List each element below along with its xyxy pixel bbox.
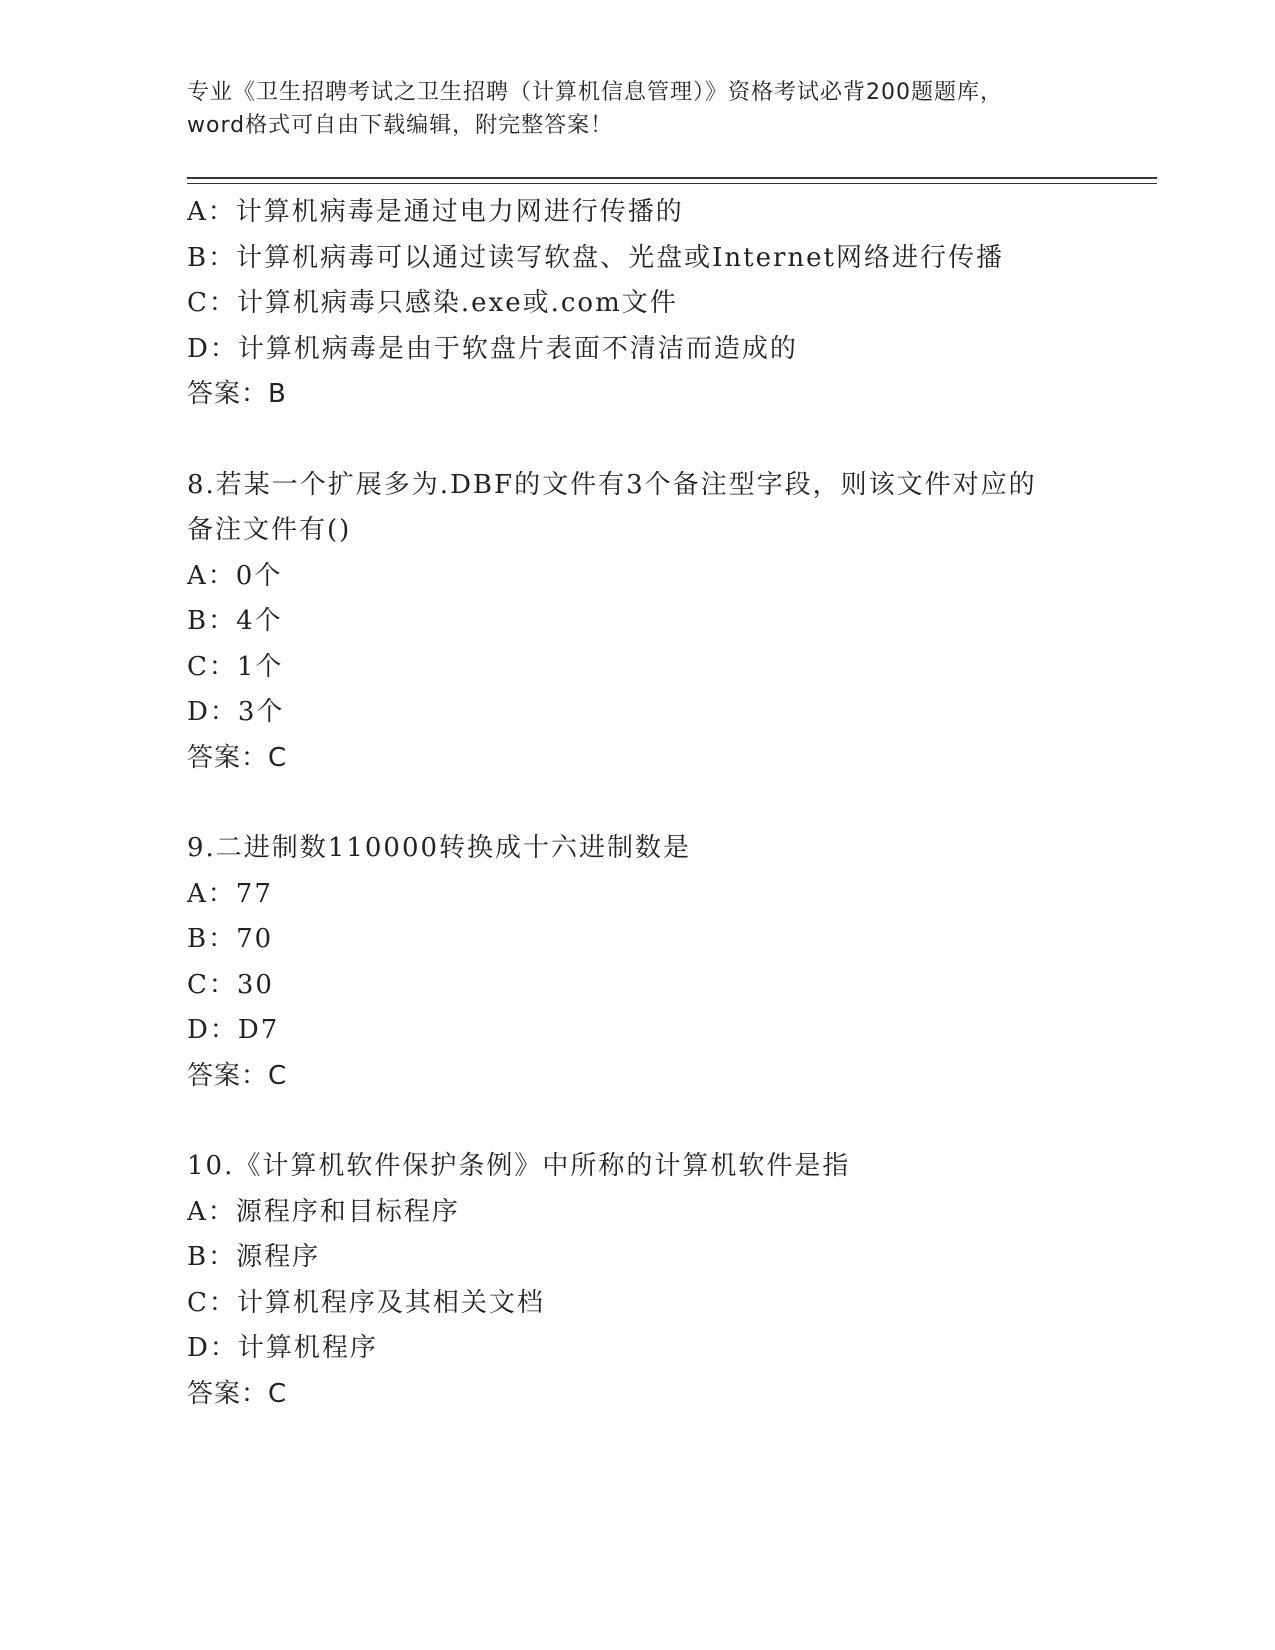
option-a: A：源程序和目标程序 [187, 1196, 460, 1227]
option-d: D：3个 [187, 697, 285, 727]
option-c: C：计算机程序及其相关文档 [187, 1287, 545, 1318]
question-8 [187, 463, 1137, 782]
option-c: C：1个 [187, 651, 284, 682]
option-a: A：计算机病毒是通过电力网进行传播的 [187, 197, 684, 227]
option-c: C：30 [187, 969, 274, 1000]
document-header [187, 76, 1087, 142]
option-d: D：计算机病毒是由于软盘片表面不清洁而造成的 [187, 333, 798, 364]
header-divider-thin [187, 183, 1157, 184]
question-9 [187, 826, 1137, 1099]
question-stem-continued: 备注文件有() [187, 515, 352, 545]
option-c: C：计算机病毒只感染.exe或.com文件 [187, 288, 678, 318]
question-10 [187, 1144, 1137, 1417]
option-d: D：计算机程序 [187, 1333, 378, 1363]
question-7 [187, 190, 1137, 418]
header-line-2: word格式可自由下载编辑，附完整答案！ [187, 113, 614, 138]
question-stem: 9.二进制数110000转换成十六进制数是 [187, 833, 692, 863]
option-b: B：4个 [187, 606, 283, 636]
option-b: B：计算机病毒可以通过读写软盘、光盘或Internet网络进行传播 [187, 242, 1004, 273]
answer-line: 答案：C [187, 742, 288, 773]
option-d: D：D7 [187, 1015, 280, 1045]
answer-line: 答案：C [187, 1378, 288, 1409]
option-b: B：70 [187, 924, 274, 954]
header-line-1: 专业《卫生招聘考试之卫生招聘（计算机信息管理）》资格考试必背200题题库， [187, 80, 1003, 105]
spacer [187, 418, 1137, 463]
question-list [187, 190, 1137, 1417]
option-a: A：77 [187, 878, 273, 909]
answer-line: 答案：C [187, 1060, 288, 1091]
spacer [187, 1099, 1137, 1144]
spacer [187, 781, 1137, 826]
option-b: B：源程序 [187, 1242, 321, 1272]
header-divider-thick [187, 177, 1157, 179]
question-stem: 10.《计算机软件保护条例》中所称的计算机软件是指 [187, 1151, 851, 1181]
answer-line: 答案：B [187, 379, 287, 409]
option-a: A：0个 [187, 560, 283, 591]
question-stem: 8.若某一个扩展多为.DBF的文件有3个备注型字段，则该文件对应的 [187, 469, 1037, 500]
